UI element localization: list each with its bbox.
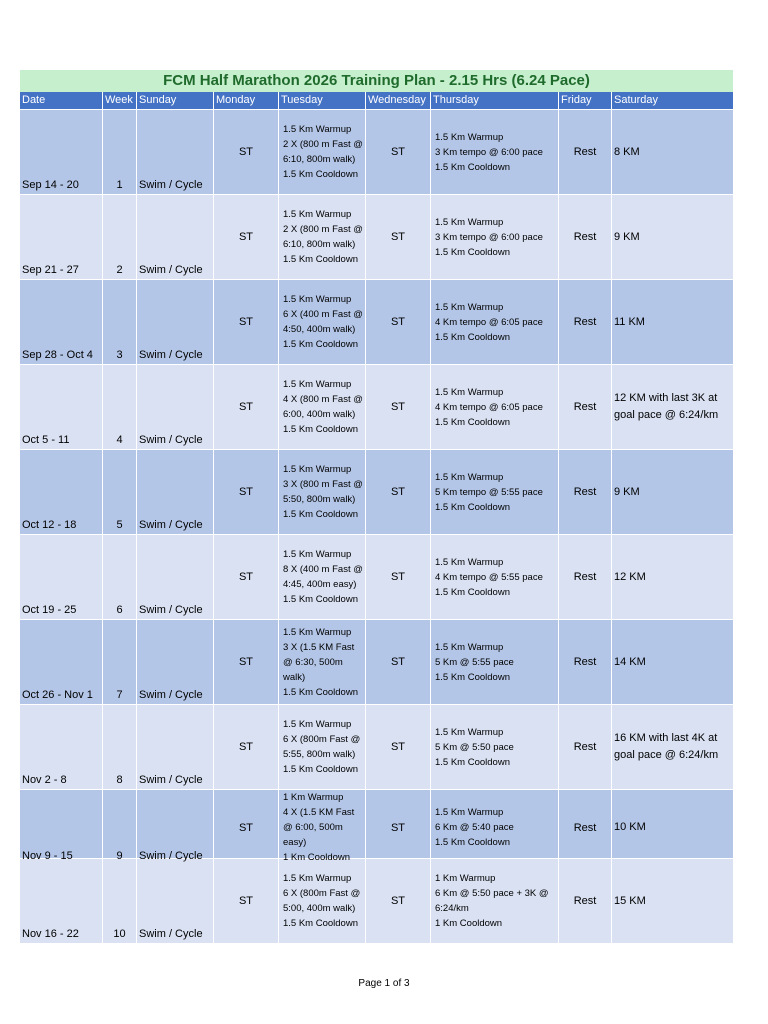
table-row (20, 858, 733, 943)
thursday-line: 1.5 Km Warmup (435, 726, 504, 738)
cell-saturday (612, 365, 733, 449)
saturday-line: 11 KM (614, 315, 645, 328)
tuesday-line: 1.5 Km Cooldown (283, 594, 358, 605)
tuesday-line: 8 X (400 m Fast @ (283, 564, 363, 575)
tuesday-line: 6 X (800m Fast @ (283, 734, 361, 745)
tuesday-line: 1.5 Km Cooldown (283, 686, 358, 698)
cell-sunday: Swim / Cycle (137, 859, 214, 943)
tuesday-line: easy) (283, 837, 307, 848)
table-row (20, 534, 733, 619)
thursday-line: 1.5 Km Warmup (435, 641, 504, 653)
cell-sunday: Swim / Cycle (137, 110, 214, 194)
header-tuesday: Tuesday (279, 92, 366, 109)
cell-thursday (431, 620, 559, 704)
cell-tuesday (279, 110, 366, 194)
header-saturday: Saturday (614, 94, 659, 106)
cell-saturday (612, 535, 733, 619)
table-body (20, 109, 733, 943)
tuesday-line: 1.5 Km Cooldown (283, 169, 358, 180)
training-plan-table (20, 70, 733, 943)
cell-thursday (431, 705, 559, 789)
cell-date: Oct 19 - 25 (20, 535, 103, 619)
cell-wednesday: ST (366, 859, 431, 943)
cell-monday: ST (214, 790, 279, 865)
cell-saturday (612, 859, 733, 943)
cell-date: Sep 28 - Oct 4 (20, 280, 103, 364)
tuesday-line: 1.5 Km Warmup (283, 379, 352, 390)
cell-friday: Rest (559, 365, 612, 449)
cell-monday: ST (214, 195, 279, 279)
saturday-line: 8 KM (614, 145, 640, 158)
thursday-line: 1.5 Km Warmup (435, 807, 504, 818)
tuesday-line: 5:55, 800m walk) (283, 749, 356, 760)
page-footer: Page 1 of 3 (358, 978, 410, 989)
cell-wednesday: ST (366, 450, 431, 534)
cell-wednesday: ST (366, 195, 431, 279)
cell-thursday (431, 365, 559, 449)
header-thursday: Thursday (431, 92, 559, 109)
cell-thursday (431, 110, 559, 194)
table-row (20, 449, 733, 534)
tuesday-line: 1.5 Km Cooldown (283, 509, 358, 520)
tuesday-line: 3 X (1.5 KM Fast (283, 641, 355, 653)
tuesday-line: 5:00, 400m walk) (283, 903, 356, 914)
thursday-line: 1.5 Km Cooldown (435, 416, 510, 428)
cell-saturday (612, 705, 733, 789)
cell-tuesday (279, 790, 366, 865)
tuesday-line: 1.5 Km Cooldown (283, 918, 358, 929)
thursday-line: 1.5 Km Warmup (435, 216, 504, 228)
cell-sunday: Swim / Cycle (137, 450, 214, 534)
thursday-line: 3 Km tempo @ 6:00 pace (435, 146, 543, 158)
tuesday-line: 1.5 Km Warmup (283, 719, 352, 730)
cell-saturday (612, 195, 733, 279)
saturday-line: 15 KM (614, 894, 646, 907)
cell-friday: Rest (559, 195, 612, 279)
table-row (20, 619, 733, 704)
cell-tuesday (279, 280, 366, 364)
cell-friday: Rest (559, 535, 612, 619)
cell-thursday (431, 280, 559, 364)
cell-date: Sep 21 - 27 (20, 195, 103, 279)
cell-monday: ST (214, 365, 279, 449)
cell-saturday (612, 450, 733, 534)
cell-wednesday: ST (366, 705, 431, 789)
cell-date: Oct 12 - 18 (20, 450, 103, 534)
cell-sunday: Swim / Cycle (137, 365, 214, 449)
saturday-line: 12 KM with last 3K at (614, 392, 718, 404)
cell-friday: Rest (559, 620, 612, 704)
cell-thursday (431, 450, 559, 534)
cell-date: Nov 9 - 15 (20, 790, 103, 865)
cell-date: Oct 26 - Nov 1 (20, 620, 103, 704)
thursday-line: 3 Km tempo @ 6:00 pace (435, 231, 543, 243)
cell-tuesday (279, 620, 366, 704)
cell-saturday (612, 110, 733, 194)
cell-week: 3 (103, 280, 137, 364)
thursday-line: 1.5 Km Cooldown (435, 671, 510, 683)
thursday-line: 1.5 Km Warmup (435, 301, 504, 313)
cell-wednesday: ST (366, 535, 431, 619)
thursday-line: 5 Km @ 5:55 pace (435, 656, 514, 668)
cell-thursday (431, 535, 559, 619)
thursday-line: 1.5 Km Cooldown (435, 246, 510, 258)
tuesday-line: 1.5 Km Warmup (283, 626, 352, 638)
tuesday-line: 1.5 Km Cooldown (283, 764, 358, 775)
tuesday-line: 6:10, 800m walk) (283, 154, 356, 165)
table-row (20, 364, 733, 449)
saturday-line: goal pace @ 6:24/km (614, 749, 719, 761)
cell-wednesday: ST (366, 790, 431, 865)
cell-week: 8 (103, 705, 137, 789)
cell-sunday: Swim / Cycle (137, 790, 214, 865)
thursday-line: 6:24/km (435, 903, 469, 914)
table-row (20, 194, 733, 279)
thursday-line: 1 Km Warmup (435, 873, 496, 884)
plan-title: FCM Half Marathon 2026 Training Plan - 2.15 Hrs (6.24 Pace) (20, 70, 733, 92)
saturday-line: 14 KM (614, 655, 646, 668)
tuesday-line: 1.5 Km Warmup (283, 294, 352, 305)
cell-date: Nov 16 - 22 (20, 859, 103, 943)
thursday-line: 4 Km tempo @ 6:05 pace (435, 316, 543, 328)
thursday-line: 1.5 Km Warmup (435, 471, 504, 483)
tuesday-line: walk) (283, 671, 306, 683)
cell-week: 7 (103, 620, 137, 704)
cell-tuesday (279, 365, 366, 449)
cell-wednesday: ST (366, 280, 431, 364)
cell-sunday: Swim / Cycle (137, 705, 214, 789)
cell-wednesday: ST (366, 620, 431, 704)
table-row (20, 279, 733, 364)
tuesday-line: 1 Km Warmup (283, 792, 344, 803)
thursday-line: 1 Km Cooldown (435, 918, 503, 929)
saturday-line: 12 KM (614, 570, 646, 583)
cell-tuesday (279, 195, 366, 279)
thursday-line: 1.5 Km Cooldown (435, 837, 510, 848)
header-row (20, 92, 733, 109)
tuesday-line: 4 X (1.5 KM Fast (283, 807, 355, 818)
cell-monday: ST (214, 859, 279, 943)
thursday-line: 6 Km @ 5:40 pace (435, 822, 514, 833)
cell-week: 10 (103, 859, 137, 943)
tuesday-line: 6 X (800m Fast @ (283, 888, 361, 899)
thursday-line: 1.5 Km Warmup (435, 386, 504, 398)
thursday-line: 5 Km tempo @ 5:55 pace (435, 486, 543, 498)
tuesday-line: 4:50, 400m walk) (283, 324, 356, 335)
tuesday-line: 5:50, 800m walk) (283, 494, 356, 505)
cell-monday: ST (214, 450, 279, 534)
table-row (20, 109, 733, 194)
tuesday-line: @ 6:30, 500m (283, 656, 343, 668)
cell-sunday: Swim / Cycle (137, 195, 214, 279)
tuesday-line: 4 X (800 m Fast @ (283, 394, 363, 405)
tuesday-line: @ 6:00, 500m (283, 822, 343, 833)
saturday-line: 10 KM (614, 821, 646, 833)
tuesday-line: 1.5 Km Warmup (283, 464, 352, 475)
thursday-line: 1.5 Km Cooldown (435, 586, 510, 598)
cell-tuesday (279, 859, 366, 943)
thursday-line: 1.5 Km Cooldown (435, 756, 510, 768)
table-row (20, 704, 733, 789)
cell-tuesday (279, 535, 366, 619)
cell-week: 9 (103, 790, 137, 865)
cell-monday: ST (214, 620, 279, 704)
cell-saturday (612, 620, 733, 704)
cell-thursday (431, 790, 559, 865)
cell-friday: Rest (559, 450, 612, 534)
header-week: Week (103, 92, 137, 109)
thursday-line: 4 Km tempo @ 5:55 pace (435, 571, 543, 583)
cell-thursday (431, 859, 559, 943)
cell-tuesday (279, 450, 366, 534)
cell-week: 6 (103, 535, 137, 619)
tuesday-line: 2 X (800 m Fast @ (283, 224, 363, 235)
header-date: Date (20, 92, 103, 109)
cell-tuesday (279, 705, 366, 789)
cell-saturday (612, 280, 733, 364)
cell-week: 4 (103, 365, 137, 449)
tuesday-line: 1.5 Km Warmup (283, 873, 352, 884)
cell-week: 1 (103, 110, 137, 194)
table-row (20, 789, 733, 863)
cell-friday: Rest (559, 705, 612, 789)
tuesday-line: 1.5 Km Cooldown (283, 424, 358, 435)
thursday-line: 1.5 Km Cooldown (435, 161, 510, 173)
cell-date: Nov 2 - 8 (20, 705, 103, 789)
cell-friday: Rest (559, 110, 612, 194)
cell-monday: ST (214, 535, 279, 619)
cell-thursday (431, 195, 559, 279)
cell-sunday: Swim / Cycle (137, 620, 214, 704)
tuesday-line: 1.5 Km Warmup (283, 209, 352, 220)
thursday-line: 1.5 Km Warmup (435, 131, 504, 143)
thursday-line: 5 Km @ 5:50 pace (435, 741, 514, 753)
header-monday: Monday (214, 92, 279, 109)
thursday-line: 1.5 Km Warmup (435, 556, 504, 568)
cell-week: 5 (103, 450, 137, 534)
cell-sunday: Swim / Cycle (137, 535, 214, 619)
thursday-line: 1.5 Km Cooldown (435, 501, 510, 513)
thursday-line: 6 Km @ 5:50 pace + 3K @ (435, 888, 549, 899)
tuesday-line: 1.5 Km Warmup (283, 549, 352, 560)
cell-date: Oct 5 - 11 (20, 365, 103, 449)
header-sunday: Sunday (137, 92, 214, 109)
cell-friday: Rest (559, 280, 612, 364)
cell-saturday (612, 790, 733, 865)
cell-monday: ST (214, 705, 279, 789)
cell-week: 2 (103, 195, 137, 279)
tuesday-line: 1.5 Km Cooldown (283, 254, 358, 265)
header-wednesday: Wednesday (366, 92, 431, 109)
cell-wednesday: ST (366, 110, 431, 194)
cell-monday: ST (214, 110, 279, 194)
header-friday: Friday (559, 92, 612, 109)
tuesday-line: 6 X (400 m Fast @ (283, 309, 363, 320)
tuesday-line: 1.5 Km Warmup (283, 124, 352, 135)
saturday-line: 9 KM (614, 485, 640, 498)
cell-friday: Rest (559, 859, 612, 943)
tuesday-line: 6:10, 800m walk) (283, 239, 356, 250)
tuesday-line: 3 X (800 m Fast @ (283, 479, 363, 490)
saturday-line: 9 KM (614, 230, 640, 243)
tuesday-line: 4:45, 400m easy) (283, 579, 357, 590)
thursday-line: 4 Km tempo @ 6:05 pace (435, 401, 543, 413)
saturday-line: 16 KM with last 4K at (614, 732, 718, 744)
cell-sunday: Swim / Cycle (137, 280, 214, 364)
tuesday-line: 6:00, 400m walk) (283, 409, 356, 420)
cell-monday: ST (214, 280, 279, 364)
saturday-line: goal pace @ 6:24/km (614, 409, 719, 421)
cell-friday: Rest (559, 790, 612, 865)
thursday-line: 1.5 Km Cooldown (435, 331, 510, 343)
cell-date: Sep 14 - 20 (20, 110, 103, 194)
tuesday-line: 2 X (800 m Fast @ (283, 139, 363, 150)
tuesday-line: 1.5 Km Cooldown (283, 339, 358, 350)
tuesday-line: 1 Km Cooldown (283, 852, 351, 863)
cell-wednesday: ST (366, 365, 431, 449)
